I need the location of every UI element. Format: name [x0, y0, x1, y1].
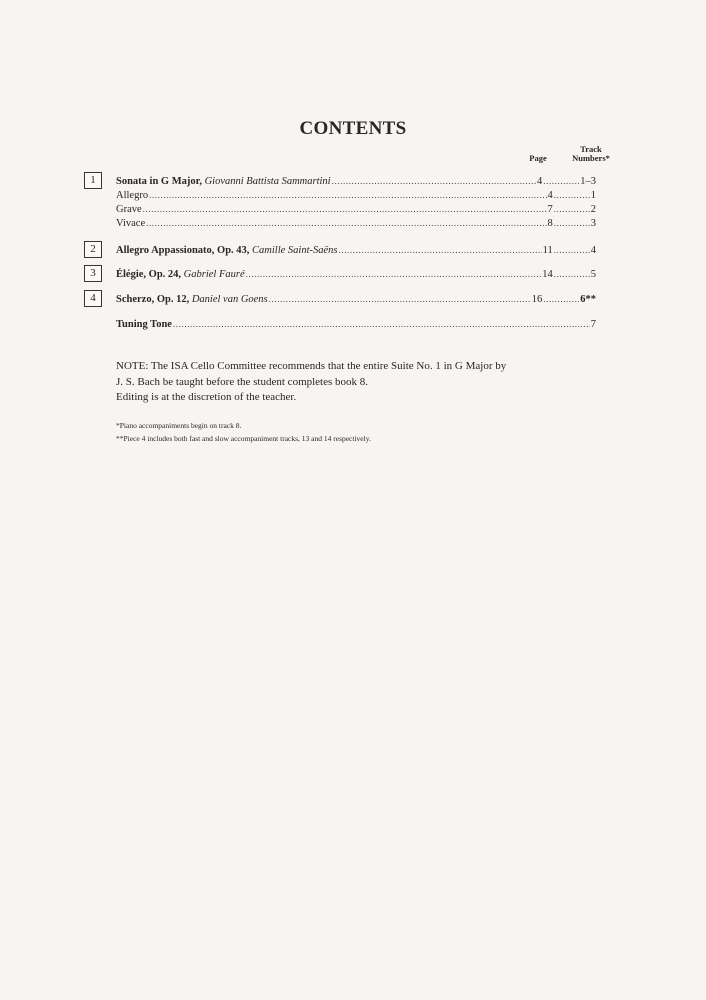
leader-dots	[339, 243, 542, 257]
track-number: 4	[590, 245, 596, 256]
leader-dots	[173, 317, 590, 331]
page-number: 8	[547, 218, 553, 229]
track-column-header-line2: Numbers*	[572, 153, 610, 163]
track-number: 1–3	[580, 176, 596, 187]
leader-dots	[149, 188, 546, 202]
composer-name: Gabriel Fauré	[183, 269, 245, 280]
toc-row-scherzo[interactable]	[116, 292, 596, 306]
toc-row-vivace[interactable]	[116, 216, 596, 230]
track-number: 3	[590, 218, 596, 229]
leader-dots	[332, 174, 536, 188]
piece-title: Élégie, Op. 24,	[116, 269, 182, 280]
toc-row-elegie[interactable]	[116, 267, 596, 281]
movement-title: Vivace	[116, 218, 146, 229]
piece-title: Allegro Appassionato, Op. 43,	[116, 245, 250, 256]
track-column-header-line1: Track	[580, 144, 602, 154]
footnote: **Piece 4 includes both fast and slow accompaniment tracks, 13 and 14 respectively.	[116, 434, 371, 443]
track-number: 1	[590, 190, 596, 201]
entry-title	[116, 318, 172, 332]
page-number: 11	[542, 245, 553, 256]
note-line: NOTE: The ISA Cello Committee recommends that the entire Suite No. 1 in G Major by	[116, 360, 507, 372]
piece-title: Sonata in G Major,	[116, 176, 202, 187]
page-number: 14	[542, 269, 553, 280]
page-column-header: Page	[529, 153, 547, 163]
leader-dots	[269, 292, 531, 306]
note-line: Editing is at the discretion of the teacher.	[116, 391, 297, 403]
composer-name: Camille Saint-Saëns	[252, 245, 338, 256]
toc-row-allegro[interactable]	[116, 188, 596, 202]
footnotes	[116, 419, 536, 445]
leader-dots	[554, 216, 590, 230]
leader-dots	[554, 188, 590, 202]
movement-title: Grave	[116, 204, 142, 215]
entry-number-box: 1	[84, 172, 102, 189]
leader-dots	[554, 243, 590, 257]
page-title: CONTENTS	[299, 118, 407, 139]
leader-dots	[543, 174, 579, 188]
entry-number-box: 4	[84, 290, 102, 307]
movement-title: Allegro	[116, 190, 149, 201]
track-number: 7	[590, 319, 596, 330]
entry-number-box: 3	[84, 265, 102, 282]
note-line: J. S. Bach be taught before the student completes book 8.	[116, 375, 369, 388]
leader-dots	[554, 202, 590, 216]
toc-row-sonata[interactable]	[116, 174, 596, 188]
note-block	[116, 359, 556, 406]
piece-title: Scherzo, Op. 12,	[116, 294, 190, 305]
leader-dots	[143, 202, 547, 216]
toc-row-allegro-appassionato[interactable]	[116, 243, 596, 257]
toc-row-grave[interactable]	[116, 202, 596, 216]
page-number: 7	[547, 204, 553, 215]
entry-title	[116, 175, 331, 189]
composer-name: Giovanni Battista Sammartini	[204, 176, 331, 187]
page-number: 16	[531, 294, 543, 305]
piece-title: Tuning Tone	[116, 319, 172, 330]
footnote: *Piano accompaniments begin on track 8.	[116, 421, 242, 430]
entry-title	[116, 268, 245, 282]
entry-number-box: 2	[84, 241, 102, 258]
leader-dots	[554, 267, 590, 281]
leader-dots	[543, 292, 579, 306]
entry-title	[116, 244, 338, 258]
track-number: 5	[590, 269, 596, 280]
composer-name: Daniel van Goens	[191, 294, 268, 305]
leader-dots	[146, 216, 546, 230]
toc-row-tuning-tone[interactable]	[116, 317, 596, 331]
entry-title	[116, 293, 268, 307]
leader-dots	[246, 267, 542, 281]
track-number: 2	[590, 204, 596, 215]
track-column-header	[566, 145, 616, 163]
page-number: 4	[547, 190, 553, 201]
track-number: 6**	[580, 294, 596, 305]
page-number: 4	[537, 176, 543, 187]
